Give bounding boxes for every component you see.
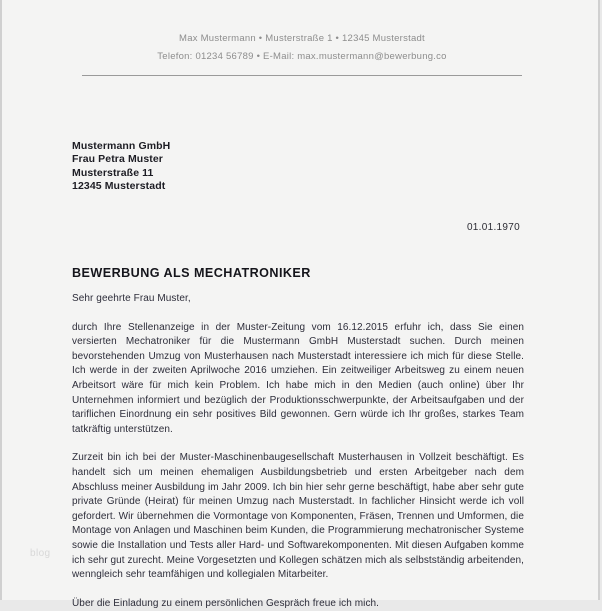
recipient-contact-person: Frau Petra Muster bbox=[72, 153, 163, 166]
recipient-company: Mustermann GmbH bbox=[72, 140, 171, 152]
body-paragraph-3: Über die Einladung zu einem persönlichen Gespräch freue ich mich. bbox=[72, 597, 380, 609]
recipient-city: 12345 Musterstadt bbox=[72, 180, 166, 193]
letter-body bbox=[72, 292, 524, 611]
body-paragraph-1: durch Ihre Stellenanzeige in der Muster-Zeitung vom 16.12.2015 erfuhr ich, dass Sie einen versierten Mechatroniker für die Mustermann GmbH Musterstadt suchen. Durch meinen bevorstehenden Umzug von Musterhausen nach Musterstadt interessiere ich mich für diese Stelle. Ich werde in der zweiten Aprilwoche 2016 umziehen. Ein zeitweiliger Arbeitsweg zu einem neuen Arbeitsort wäre für mich kein Problem. Ich habe mich in den Medien (auch online) über Ihr Unternehmen informiert und bezüglich der Produktionsschwerpunkte, der Arbeitsaufgaben und der tariflichen Einordnung ein sehr positives Bild gewonnen. Gern würde ich Ihr großes, starkes Team tatkräftig unterstützen. bbox=[72, 321, 524, 435]
letterhead-contact-line: Telefon: 01234 56789 • E-Mail: max.mustermann@bewerbung.co bbox=[157, 51, 447, 62]
salutation: Sehr geehrte Frau Muster, bbox=[72, 293, 191, 304]
letter-date: 01.01.1970 bbox=[466, 222, 520, 233]
letterhead bbox=[2, 30, 602, 66]
recipient-address-block bbox=[72, 140, 170, 194]
blog-watermark: blog bbox=[30, 548, 51, 559]
recipient-street: Musterstraße 11 bbox=[72, 166, 154, 179]
letterhead-address-line: Max Mustermann • Musterstraße 1 • 12345 Musterstadt bbox=[179, 33, 425, 44]
subject-heading: BEWERBUNG ALS MECHATRONIKER bbox=[72, 266, 311, 280]
body-paragraph-2: Zurzeit bin ich bei der Muster-Maschinenbaugesellschaft Musterhausen in Vollzeit beschäftigt. Es handelt sich um meinen ehemaligen Ausbildungsbetrieb und ersten Arbeitgeber nach dem Abschluss meiner Ausbildung im Jahr 2009. Ich bin hier sehr gerne beschäftigt, habe aber sehr gute private Gründe (Heirat) für meinen Umzug nach Musterstadt. In fachlicher Hinsicht werde ich voll gefordert. Wir übernehmen die Vormontage von Komponenten, Fräsen, Trennen und Umformen, die Montage von Anlagen und Maschinen beim Kunden, die Programmierung mechatronischer Systeme sowie die Installation und Tests aller Hard- und Softwarekomponenten. Mit diesen Aufgaben komme ich sehr gut zurecht. Meine Vorgesetzten und Kollegen schätzen mich als selbstständig arbeitenden, wenngleich sehr teamfähigen und kollegialen Mitarbeiter. bbox=[72, 452, 524, 581]
letterhead-divider bbox=[82, 75, 522, 76]
